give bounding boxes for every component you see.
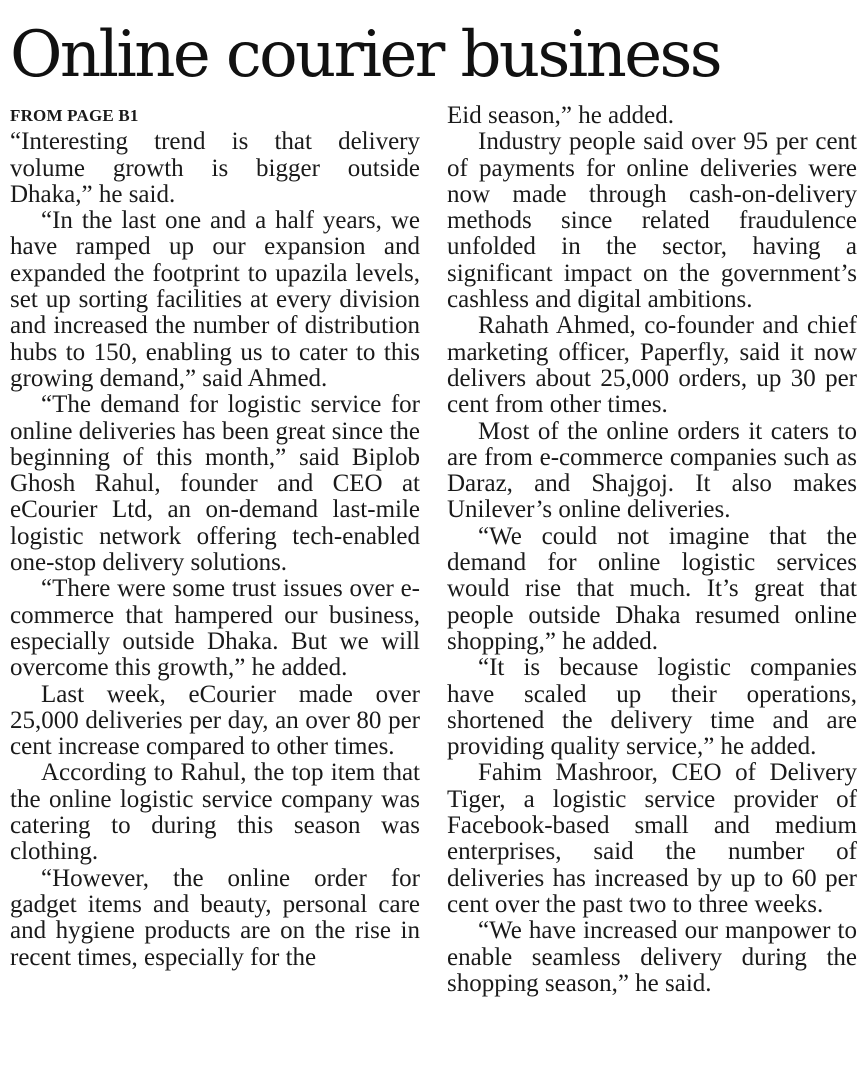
paragraph: “However, the online order for gadget items and beauty, personal care and hygiene products are on the rise in recent times, especially for the	[10, 864, 420, 971]
article-column-right	[447, 103, 857, 997]
paragraph: Fahim Mashroor, CEO of Delivery Tiger, a logistic service provider of Facebook-based small and medium enterprises, said the number of deliveries has increased by up to 60 per cent over the past two to three weeks.	[447, 759, 857, 918]
paragraph: Rahath Ahmed, co-founder and chief marketing officer, Paperfly, said it now delivers about 25,000 orders, up 30 per cent from other times.	[447, 312, 857, 419]
paragraph: “We have increased our manpower to enable seamless delivery during the shopping season,” he said.	[447, 917, 857, 997]
jump-line: FROM PAGE B1	[10, 106, 139, 125]
paragraph: According to Rahul, the top item that the online logistic service company was catering to during this season was clothing.	[10, 759, 420, 866]
paragraph: “In the last one and a half years, we have ramped up our expansion and expanded the footprint to upazila levels, set up sorting facilities at every division and increased the number of distribution hubs to 150, enabling us to cater to this growing demand,” said Ahmed.	[10, 207, 420, 392]
paragraph: “We could not imagine that the demand for online logistic services would rise that much. It’s great that people outside Dhaka resumed online shopping,” he added.	[447, 522, 857, 655]
paragraph: Industry people said over 95 per cent of payments for online deliveries were now made through cash-on-delivery methods since related fraudulence unfolded in the sector, having a significant impact on the government’s cashless and digital ambitions.	[447, 128, 857, 314]
headline: Online courier business	[10, 18, 721, 92]
paragraph-continuation: Eid season,” he added.	[447, 102, 675, 129]
paragraph: “Interesting trend is that delivery volume growth is bigger outside Dhaka,” he said.	[10, 128, 420, 208]
paragraph: Most of the online orders it caters to are from e-commerce companies such as Daraz, and Shajgoj. It also makes Unilever’s online deliveries.	[447, 417, 857, 524]
paragraph: “There were some trust issues over e-commerce that hampered our business, especially outside Dhaka. But we will overcome this growth,” he added.	[10, 575, 420, 682]
article-column-left	[10, 103, 420, 971]
paragraph: “The demand for logistic service for online deliveries has been great since the beginning of this month,” said Biplob Ghosh Rahul, founder and CEO at eCourier Ltd, an on-demand last-mile logistic network offering tech-enabled one-stop delivery solutions.	[10, 391, 420, 577]
paragraph: “It is because logistic companies have scaled up their operations, shortened the delivery time and are providing quality service,” he added.	[447, 654, 857, 761]
paragraph: Last week, eCourier made over 25,000 deliveries per day, an over 80 per cent increase compared to other times.	[10, 680, 420, 761]
